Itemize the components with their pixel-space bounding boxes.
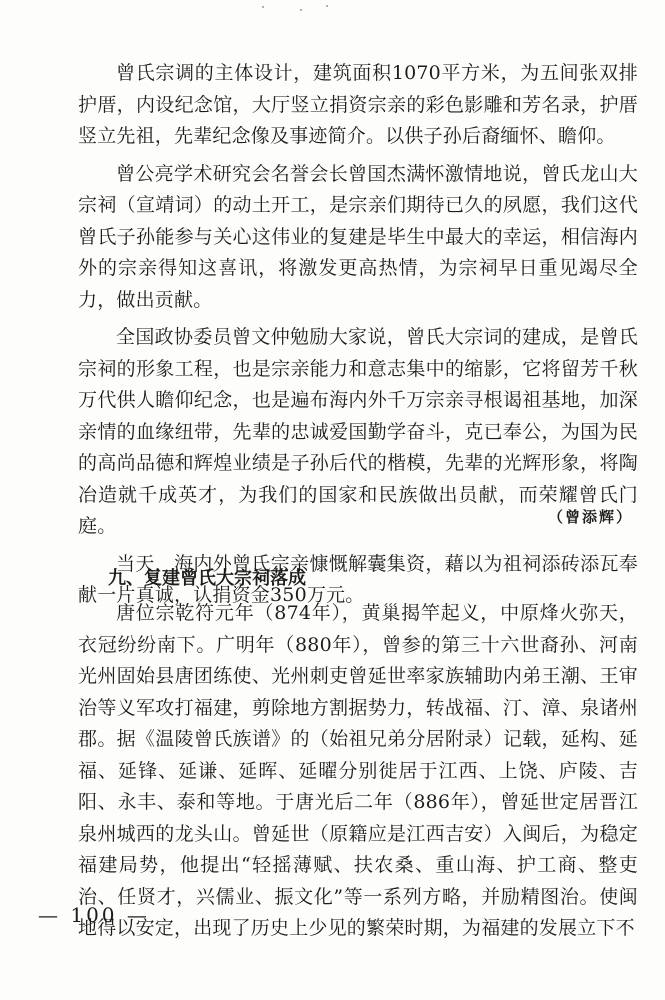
paragraph-2: 曾公亮学术研究会名誉会长曾国杰满怀激情地说，曾氏龙山大宗祠（宣靖词）的动土开工，是宗亲们期待已久的夙愿，我们这代曾氏子孙能参与关心这伟业的复建是毕生中最大的幸运，相信海内外的宗亲得知这喜讯，将激发更高热情，为宗祠早日重见竭尽全力，做出贡献。 — [78, 162, 638, 311]
paragraph-3: 全国政协委员曾文仲勉励大家说，曾氏大宗词的建成，是曾氏宗祠的形象工程，也是宗亲能力和意志集中的缩影，它将留芳千秋万代供人瞻仰纪念，也是遍布海内外千万宗亲寻根谒祖基地，加深亲情的血缘纽带，先辈的忠诚爱国勤学奋斗，克已奉公，为国为民的高尚品德和辉煌业绩是子孙后代的楷模，先辈的光辉形象，将陶冶造就千成英才，为我们的国家和民族做出员献，而荣耀曾氏门庭。 — [78, 326, 638, 537]
paragraph-4: 当天，海内外曾氏宗亲慷慨解囊集资，藉以为祖祠添砖添瓦奉献一片真诚，认捐资金350万元。 — [78, 552, 638, 606]
scan-speck — [300, 9, 302, 11]
body-text-top — [78, 58, 638, 618]
scan-speck — [326, 5, 328, 7]
scan-speck — [262, 6, 264, 8]
section-paragraph: 唐位宗乾符元年（874年），黄巢揭竿起义，中原烽火弥天，衣冠纷纷南下。广明年（880年），曾参的第三十六世裔孙、河南光州固始县唐团练使、光州刺吏曾延世率家族辅助内弟王潮、王审治等义军攻打福建，剪除地方割据势力，转战福、汀、漳、泉诸州郡。据《温陵曾氏族谱》的（始祖兄弟分居附录）记载，延构、延福、延锋、延谦、延晖、延曜分别徙居于江西、上饶、庐陵、吉阳、永丰、泰和等地。于唐光后二年（886年），曾延世定居晋江泉州城西的龙头山。曾延世（原籍应是江西吉安）入闽后，为稳定福建局势，他提出“轻摇薄赋、扶农桑、重山海、护工商、整吏治、任贤才，兴儒业、振文化”等一系列方略，并励精图治。使闽地得以安定，出现了历史上少见的繁荣时期，为福建的发展立下不 — [78, 602, 638, 939]
page-number: — 100 — — [38, 903, 150, 927]
section-heading: 九、复建曾氏大宗祠落成 — [108, 568, 306, 589]
paragraph-1: 曾氏宗调的主体设计，建筑面积1070平方米，为五间张双排护厝，内设纪念馆，大厅竖立捐资宗亲的彩色影雕和芳名录，护厝竖立先祖，先辈纪念像及事迹简介。以供子孙后裔缅怀、瞻仰。 — [78, 62, 638, 147]
section-nine — [78, 563, 638, 951]
author-signature: （曾添辉） — [548, 508, 634, 526]
